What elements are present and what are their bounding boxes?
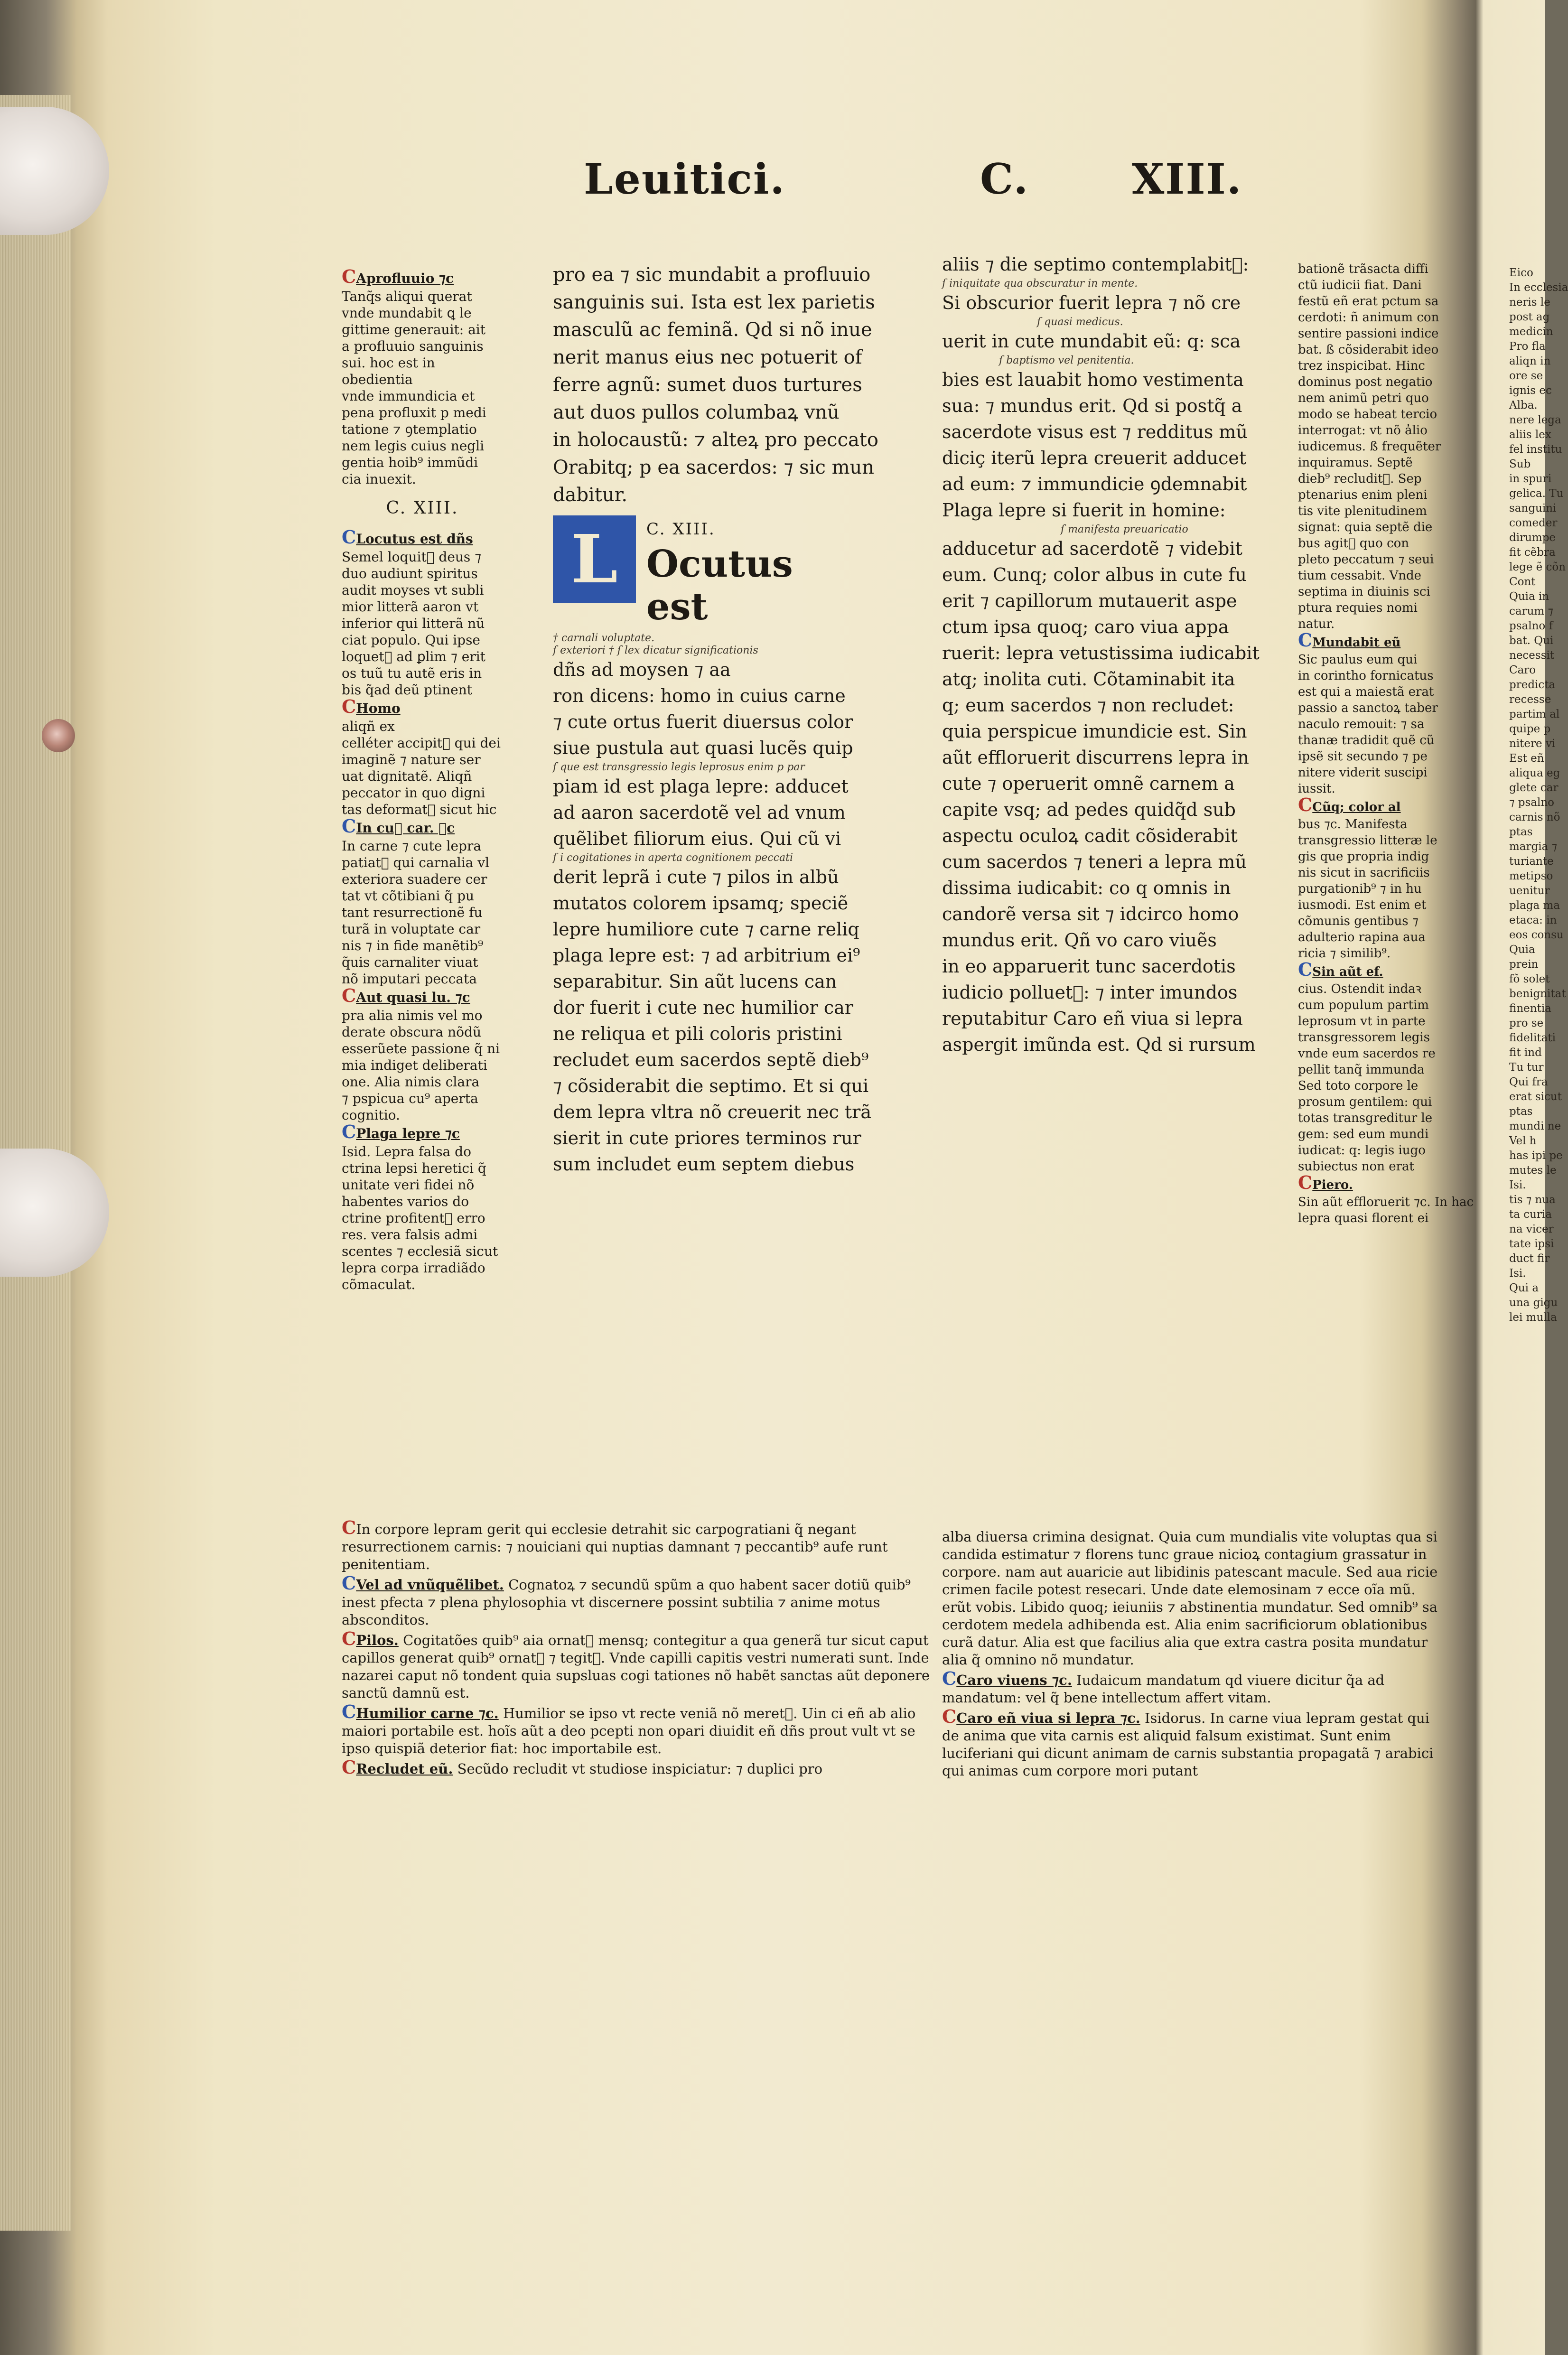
decorated-initial: L xyxy=(553,515,636,603)
fragment-line: carnis nõ xyxy=(1509,811,1560,823)
book-page xyxy=(78,52,1488,2278)
gloss-title: Sin aũt ef. xyxy=(1312,965,1383,979)
fragment-line: carum ⁊ xyxy=(1509,605,1553,617)
gloss-title: Piero. xyxy=(1312,1178,1353,1192)
left-gloss-column: CAprofluuio ⁊c Tanq̃s aliqui querat vnde mundabit ꝗ le gittime generauit: ait a profluuio sanguinis sui. hoc est in obedientia vnde immundicia et pena profluxit p medi tatione ⁊ ꝯtemplatio nem legis cuius negli gentia hoib⁹ immũdi cia inuexit. C. XIII. CLocutus est dñs Semel loquit᷑ deus ⁊ duo audiunt spiritus audit moyses vt subli mior litterã aaron vt inferior qui litterã nũ ciat populo. Qui ipse loquet᷑ ad ꝑlim ⁊ erit os tuũ tu autẽ eris in bis q̃ad deũ ptinent CHomo aliqñ ex celléter accipit᷑ qui dei imaginẽ ⁊ nature ser uat dignitatẽ. Aliqñ peccator in quo digni tas deformat᷑ sicut hic CIn cu᷒ car. ⁊c In carne ⁊ cute lepra patiat᷑ qui carnalia vl exteriora suadere cer tat vt cõtibiani q̃ pu tant resurrectionẽ fu turã in voluptate car nis ⁊ in fide manẽtib⁹ q̃uis carnaliter viuat nõ imputari peccata CAut quasi lu. ⁊c pra alia nimis vel mo derate obscura nõdũ esserũete passione q̃ ni mia indiget deliberati one. Alia nimis clara ⁊ pspicua cu⁹ aperta cognitio. CPlaga lepre ⁊c Isid. Lepra falsa do ctrina lepsi heretici q̃ unitate veri fidei nõ habentes varios do ctrine profitent᷑ erro res. vera falsis admi scentes ⁊ ecclesiã sicut lepra corpa irradiãdo cõmaculat. xyxy=(342,268,503,1293)
fragment-line: In ecclesia xyxy=(1509,281,1568,294)
fragment-line: tate ipsi xyxy=(1509,1238,1554,1250)
fragment-line: fit ind xyxy=(1509,1047,1542,1059)
fragment-line: recesse xyxy=(1509,693,1551,706)
fragment-line: nere lega xyxy=(1509,414,1561,426)
bottom-commentary-left: CIn corpore lepram gerit qui ecclesie detrahit sic carpogratiani q̃ negant resurrectionem carnis: ⁊ nouiciani qui nuptias damnant ⁊ peccantib⁹ aufe runt penitentiam. CVel ad vnũquẽlibet. Cognatoꝝ ⁊ secundũ spũm a quo habent sacer dotiũ quib⁹ inest pfecta ⁊ plena phylosophia vt discernere possint subtilia ⁊ anime motus absconditos. CPilos. Cogitatões quib⁹ aia ornat᷑ mensq; contegitur a qua generã tur sicut caput capillos generat quib⁹ ornat᷑ ⁊ tegit᷑. Vnde capilli capitis vestri numerati sunt. Inde nazarei caput nõ tondent quia supsluas cogi tationes nõ habẽt sanctas aũt deponere sanctũ damnũ est. CHumilior carne ⁊c. Humilior se ipso vt recte veniã nõ meret᷑. Uin ci eñ ab alio maiori portabile est. hoĩs aũt a deo pcepti non opari diuidit eñ dñs prout vult vt se ipso quispiã deterior fiat: hoc importabile est. CRecludet eũ. Secũdo recludit vt studiose inspiciatur: ⁊ duplici pro xyxy=(342,1517,930,1778)
fragment-line: fit cẽbra xyxy=(1509,546,1556,559)
fragment-line: Vel h xyxy=(1509,1135,1537,1147)
fragment-line: Sub xyxy=(1509,458,1531,470)
fragment-line: quipe p xyxy=(1509,723,1551,735)
fragment-line: finentia xyxy=(1509,1002,1551,1015)
gloss-lines-6: Isid. Lepra falsa do ctrina lepsi heretici q̃ unitate veri fidei nõ habentes varios do ctrine profitent᷑ erro res. vera falsis admi scentes ⁊ ecclesiã sicut lepra corpa irradiãdo cõmaculat. xyxy=(342,1144,498,1292)
fragment-line: ⁊ psalno xyxy=(1509,796,1554,809)
fragment-line: ptas xyxy=(1509,1105,1533,1118)
gloss-title: Homo xyxy=(356,701,401,716)
fragment-line: Alba. xyxy=(1509,399,1538,411)
fragment-line: Quia xyxy=(1509,944,1535,956)
fragment-line: una gigu xyxy=(1509,1297,1558,1309)
running-head-title: Leuitici. xyxy=(584,154,785,204)
gloss-title: In cu᷒ car. ⁊c xyxy=(356,820,455,836)
fragment-line: nitere vi xyxy=(1509,738,1556,750)
fragment-line: Cont xyxy=(1509,576,1536,588)
fragment-line: lei mulla xyxy=(1509,1311,1557,1324)
fragment-line: plaga ma xyxy=(1509,899,1560,912)
commentary-paragraph: alba diuersa crimina designat. Quia cum mundialis vite voluptas qua si candida estimatur ⁊ florens tunc graue nicioꝝ contagium grassatur in corpore. nam aut auaricie aut libidinis patescant macule. Sed aua ricie crimen facile potest resecari. Unde date elemosinam ⁊ ecce oĩa mũ. erũt vobis. Libido quoq; ieiuniis ⁊ abstinentia mundatur. Sed omnib⁹ sa cerdotem medela adhibenda est. Alia enim sacrificiorum oblationibus curã datur. Alia est que facilius alia que extra castra posita mundatur alia q̃ omnino nõ mundatur. xyxy=(942,1529,1438,1668)
running-head-chapter-letter: C. xyxy=(980,154,1029,204)
interlinear-gloss: ſ manifesta preuaricatio xyxy=(1061,523,1188,535)
fragment-line: post ag xyxy=(1509,311,1550,323)
fragment-line: Tu tur xyxy=(1509,1061,1544,1074)
gloss-lines-5: pra alia nimis vel mo derate obscura nõdũ esserũete passione q̃ ni mia indiget deliberati one. Alia nimis clara ⁊ pspicua cu⁹ aperta cognitio. xyxy=(342,1008,500,1123)
commentary-paragraph: In corpore lepram gerit qui ecclesie detrahit sic carpogratiani q̃ negant resurrectionem carnis: ⁊ nouiciani qui nuptias damnant ⁊ peccantib⁹ aufe runt penitentiam. xyxy=(342,1521,888,1572)
chapter-opening xyxy=(553,515,861,628)
fragment-line: erat sicut xyxy=(1509,1091,1562,1103)
gloss-title: Mundabit eũ xyxy=(1312,635,1401,650)
gloss-title: Cũq; color al xyxy=(1312,800,1401,814)
fragment-line: aliqn in xyxy=(1509,355,1551,367)
fragment-line: pro se xyxy=(1509,1017,1544,1029)
fragment-line: in spuri xyxy=(1509,473,1552,485)
fragment-line: comeder xyxy=(1509,517,1558,529)
fragment-line: etaca: in xyxy=(1509,914,1557,926)
fragment-line: gelica. Tu xyxy=(1509,487,1564,500)
commentary-title: Caro eñ viua si lepra ⁊c. xyxy=(956,1710,1140,1726)
fragment-line: benignitat xyxy=(1509,988,1566,1000)
adjacent-page-fragment xyxy=(1509,266,1568,1325)
fragment-line: eos consu xyxy=(1509,929,1564,941)
fragment-line: lege ẽ cõn xyxy=(1509,561,1566,573)
fragment-line: aliis lex xyxy=(1509,429,1551,441)
gloss-title: Plaga lepre ⁊c xyxy=(356,1126,460,1141)
commentary-title: Caro viuens ⁊c. xyxy=(956,1672,1072,1688)
fragment-line: Est eñ xyxy=(1509,752,1544,765)
fragment-line: prein xyxy=(1509,958,1539,971)
gloss-lines-3: aliqñ ex celléter accipit᷑ qui dei imaginẽ ⁊ nature ser uat dignitatẽ. Aliqñ peccator in quo digni tas deformat᷑ sicut hic xyxy=(342,719,501,817)
gloss-title: Aut quasi lu. ⁊c xyxy=(356,990,470,1005)
fragment-line: margia ⁊ xyxy=(1509,841,1558,853)
fragment-line: tis ⁊ nua xyxy=(1509,1194,1556,1206)
gloss-chapter-heading: C. XIII. xyxy=(386,498,459,518)
right-gloss-lines: bationẽ trãsacta diffi ctũ iudicii fiat. Dani festũ eñ erat pctum sa cerdoti: ñ animum con sentire passioni indice bat. ß cõsiderabit ideo trez inspicibat. Hinc dominus post negatio nem animũ petri quo modo se habeat tercio interrogat: vt nõ a̓lio iudicemus. ß frequẽter inquiramus. Septẽ dieb⁹ recludit᷑. Sep ptenarius enim pleni tis vite plenitudinem signat: quia septẽ die bus agit᷑ quo con pleto peccatum ⁊ seui tium cessabit. Vnde septima in diuinis sci ptura requies nomi natur. xyxy=(1298,262,1441,631)
gloss-title: Aprofluuio ⁊c xyxy=(356,271,454,286)
interlinear-gloss: ſ baptismo vel penitentia. xyxy=(999,355,1134,366)
fragment-line: Quia in xyxy=(1509,590,1549,603)
fragment-line: uenitur xyxy=(1509,885,1550,897)
interlinear-gloss: ſ quasi medicus. xyxy=(1037,316,1123,328)
fragment-line: necessit xyxy=(1509,649,1555,662)
fragment-line: glete car xyxy=(1509,782,1559,794)
commentary-title: Vel ad vnũquẽlibet. xyxy=(356,1577,504,1593)
commentary-title: Humilior carne ⁊c. xyxy=(356,1705,499,1721)
fragment-line: neris le xyxy=(1509,296,1550,308)
fragment-line: Eico xyxy=(1509,267,1533,279)
fragment-line: metipso xyxy=(1509,870,1553,882)
fragment-line: Qui a xyxy=(1509,1282,1539,1294)
text-lines-b: dñs ad moysen ⁊ aa ron dicens: homo in cuius carne ⁊ cute ortus fuerit diuersus color siue pustula aut quasi lucẽs quip ſ que est transgressio legis leprosus enim p par piam id est plaga lepre: adducet ad aaron sacerdotẽ vel ad vnum quẽlibet filiorum eius. Qui cũ vi ſ i cogitationes in aperta cognitionem peccati derit leprã i cute ⁊ pilos in albũ mutatos colorem ipsamq; speciẽ lepre humiliore cute ⁊ carne reliq plaga lepre est: ⁊ ad arbitrium ei⁹ separabitur. Sin aũt lucens can dor fuerit i cute nec humilior car ne reliqua et pili coloris pristini recludet eum sacerdos septẽ dieb⁹ ⁊ cõsiderabit die septimo. Et si qui dem lepra vltra nõ creuerit nec trã sierit in cute priores terminos rur sum includet eum septem diebus xyxy=(553,659,871,1175)
gloss-lines-2: Semel loquit᷑ deus ⁊ duo audiunt spiritus audit moyses vt subli mior litterã aaron vt inferior qui litterã nũ ciat populo. Qui ipse loquet᷑ ad ꝑlim ⁊ erit os tuũ tu autẽ eris in bis q̃ad deũ ptinent xyxy=(342,549,485,698)
fragment-line: dirumpe xyxy=(1509,532,1556,544)
fragment-line: ta curia xyxy=(1509,1208,1552,1221)
main-text-column-2: aliis ⁊ die septimo contemplabit᷑: ſ iniquitate qua obscuratur in mente. Si obscurior fuerit lepra ⁊ nõ cre ſ quasi medicus. uerit in cute mundabit eũ: q: sca ſ baptismo vel penitentia. bies est lauabit homo vestimenta sua: ⁊ mundus erit. Qd si postq̃ a sacerdote visus est ⁊ redditus mũ diciç iterũ lepra creuerit adducet ad eum: ⁊ immundicie ꝯdemnabit Plaga lepre si fuerit in homine: ſ manifesta preuaricatio adducetur ad sacerdotẽ ⁊ videbit eum. Cunq; color albus in cute fu erit ⁊ capillorum mutauerit aspe ctum ipsa quoq; caro viua appa ruerit: lepra vetustissima iudicabit atq; inolita cuti. Cõtaminabit ita q; eum sacerdos ⁊ non recludet: quia perspicue imundicie est. Sin aũt effloruerit discurrens lepra in cute ⁊ operuerit omnẽ carnem a capite vsq; ad pedes quidq̃d sub aspectu oculoꝝ cadit cõsiderabit cum sacerdos ⁊ teneri a lepra mũ dissima iudicabit: co q omnis in candorẽ versa sit ⁊ idcirco homo mundus erit. Qñ vo caro viuẽs in eo apparuerit tunc sacerdotis iudicio polluet᷑: ⁊ inter imundos reputabitur Caro eñ viua si lepra aspergit imũnda est. Qd si rursum xyxy=(942,254,1260,1055)
fragment-line: Isi. xyxy=(1509,1179,1526,1191)
fragment-line: aliqua eg xyxy=(1509,767,1560,779)
fragment-line: fidelitati xyxy=(1509,1032,1556,1044)
gloss-lines-1: Tanq̃s aliqui querat vnde mundabit ꝗ le gittime generauit: ait a profluuio sanguinis sui. hoc est in obedientia vnde immundicia et pena profluxit p medi tatione ⁊ ꝯtemplatio nem legis cuius negli gentia hoib⁹ immũdi cia inuexit. xyxy=(342,289,486,487)
bottom-commentary-right: alba diuersa crimina designat. Quia cum mundialis vite voluptas qua si candida estimatur ⁊ florens tunc graue nicioꝝ contagium grassatur in corpore. nam aut auaricie aut libidinis patescant macule. Sed aua ricie crimen facile potest resecari. Unde date elemosinam ⁊ ecce oĩa mũ. erũt vobis. Libido quoq; ieiuniis ⁊ abstinentia mundatur. Sed omnib⁹ sa cerdotem medela adhibenda est. Alia enim sacrificiorum oblationibus curã datur. Alia est que facilius alia que extra castra posita mundatur alia q̃ omnino nõ mundatur. CCaro viuens ⁊c. Iudaicum mandatum qd viuere dicitur q̃a ad mandatum: vel q̃ bene intellectum affert vitam. CCaro eñ viua si lepra ⁊c. Isidorus. In carne viua lepram gestat qui de anima que vita carnis est aliquid falsum existimat. Sunt enim luciferiani qui dicunt animam de carnis substantia propagatã ⁊ arabici qui animas cum corpore mori putant xyxy=(942,1528,1445,1781)
main-text-column-1 xyxy=(553,261,878,1178)
fragment-line: ptas xyxy=(1509,826,1533,838)
fragment-line: Pro fla xyxy=(1509,340,1546,353)
chapter-incipit: Ocutus est xyxy=(646,542,793,628)
fragment-line: na vicer xyxy=(1509,1223,1554,1235)
fragment-line: has ipi pe xyxy=(1509,1149,1563,1162)
fragment-line: mundi ne xyxy=(1509,1120,1561,1132)
fragment-line: medicin xyxy=(1509,326,1553,338)
fragment-line: fõ solet xyxy=(1509,973,1550,985)
fragment-line: ore se xyxy=(1509,370,1543,382)
fragment-line: turiante xyxy=(1509,855,1554,868)
page-stain xyxy=(42,719,75,752)
fragment-line: mutes le xyxy=(1509,1164,1557,1177)
text-lines-a: pro ea ⁊ sic mundabit a profluuio sanguinis sui. Ista est lex parietis masculũ ac feminã. Qd si nõ inue nerit manus eius nec potuerit of ferre agnũ: sumet duos turtures aut duos pullos columbaꝝ vnũ in holocaustũ: ⁊ alteꝝ pro peccato Orabitq; p ea sacerdos: ⁊ sic mun dabitur. xyxy=(553,264,878,506)
fragment-line: ignis ec xyxy=(1509,384,1552,397)
commentary-title: Pilos. xyxy=(356,1632,399,1648)
interlinear-gloss: † carnali voluptate. xyxy=(553,632,655,644)
running-head-chapter-number: XIII. xyxy=(1132,154,1242,204)
right-gloss-column: bationẽ trãsacta diffi ctũ iudicii fiat. Dani festũ eñ erat pctum sa cerdoti: ñ animum con sentire passioni indice bat. ß cõsiderabit ideo trez inspicibat. Hinc dominus post negatio nem animũ petri quo modo se habeat tercio interrogat: vt nõ a̓lio iudicemus. ß frequẽter inquiramus. Septẽ dieb⁹ recludit᷑. Sep ptenarius enim pleni tis vite plenitudinem signat: quia septẽ die bus agit᷑ quo con pleto peccatum ⁊ seui tium cessabit. Vnde septima in diuinis sci ptura requies nomi natur. CMundabit eũ Sic paulus eum qui in corintho fornicatus est qui a maiestã erat passio a sanctoꝝ taber naculo remouit: ⁊ sa thanæ tradidit quẽ cũ ipsẽ sit secundo ⁊ pe nitere viderit suscipi iussit. CCũq; color al bus ⁊c. Manifesta transgressio litteræ le gis que propria indig nis sicut in sacrificiis purgationib⁹ ⁊ in hu iusmodi. Est enim et cõmunis gentibus ⁊ adulterio rapina aua ricia ⁊ similib⁹. CSin aũt ef. cius. Ostendit indaꝛ cum populum partim leprosum vt in parte transgressorem legis vnde eum sacerdos re pellit tanq̃ immunda Sed toto corpore le prosum gentilem: qui totas transgreditur le gem: sed eum mundi iudicat: q: legis iugo subiectus non erat CPiero. Sin aũt effloruerit ⁊c. In hac lepra quasi florent ei xyxy=(1298,262,1474,1225)
fragment-line: psalno f xyxy=(1509,620,1553,632)
fragment-line: duct fir xyxy=(1509,1252,1550,1265)
fragment-line: Caro xyxy=(1509,664,1536,676)
fragment-line: fel institu xyxy=(1509,443,1562,456)
gloss-lines-4: In carne ⁊ cute lepra patiat᷑ qui carnalia vl exteriora suadere cer tat vt cõtibiani q̃ pu tant resurrectionẽ fu turã in voluptate car nis ⁊ in fide manẽtib⁹ q̃uis carnaliter viuat nõ imputari peccata xyxy=(342,838,490,987)
interlinear-gloss: ſ exteriori † ſ lex dicatur significationis xyxy=(553,645,758,656)
fragment-line: Qui fra xyxy=(1509,1076,1548,1088)
fragment-line: sanguini xyxy=(1509,502,1557,514)
chapter-heading: C. XIII. xyxy=(646,520,716,539)
fragment-line: partim al xyxy=(1509,708,1560,720)
gloss-title: Locutus est dñs xyxy=(356,531,473,547)
fragment-line: Isi. xyxy=(1509,1267,1526,1280)
commentary-title: Recludet eũ. xyxy=(356,1761,453,1777)
fragment-line: predicta xyxy=(1509,679,1556,691)
interlinear-gloss: ſ iniquitate qua obscuratur in mente. xyxy=(942,278,1138,290)
fragment-line: bat. Qui xyxy=(1509,635,1554,647)
